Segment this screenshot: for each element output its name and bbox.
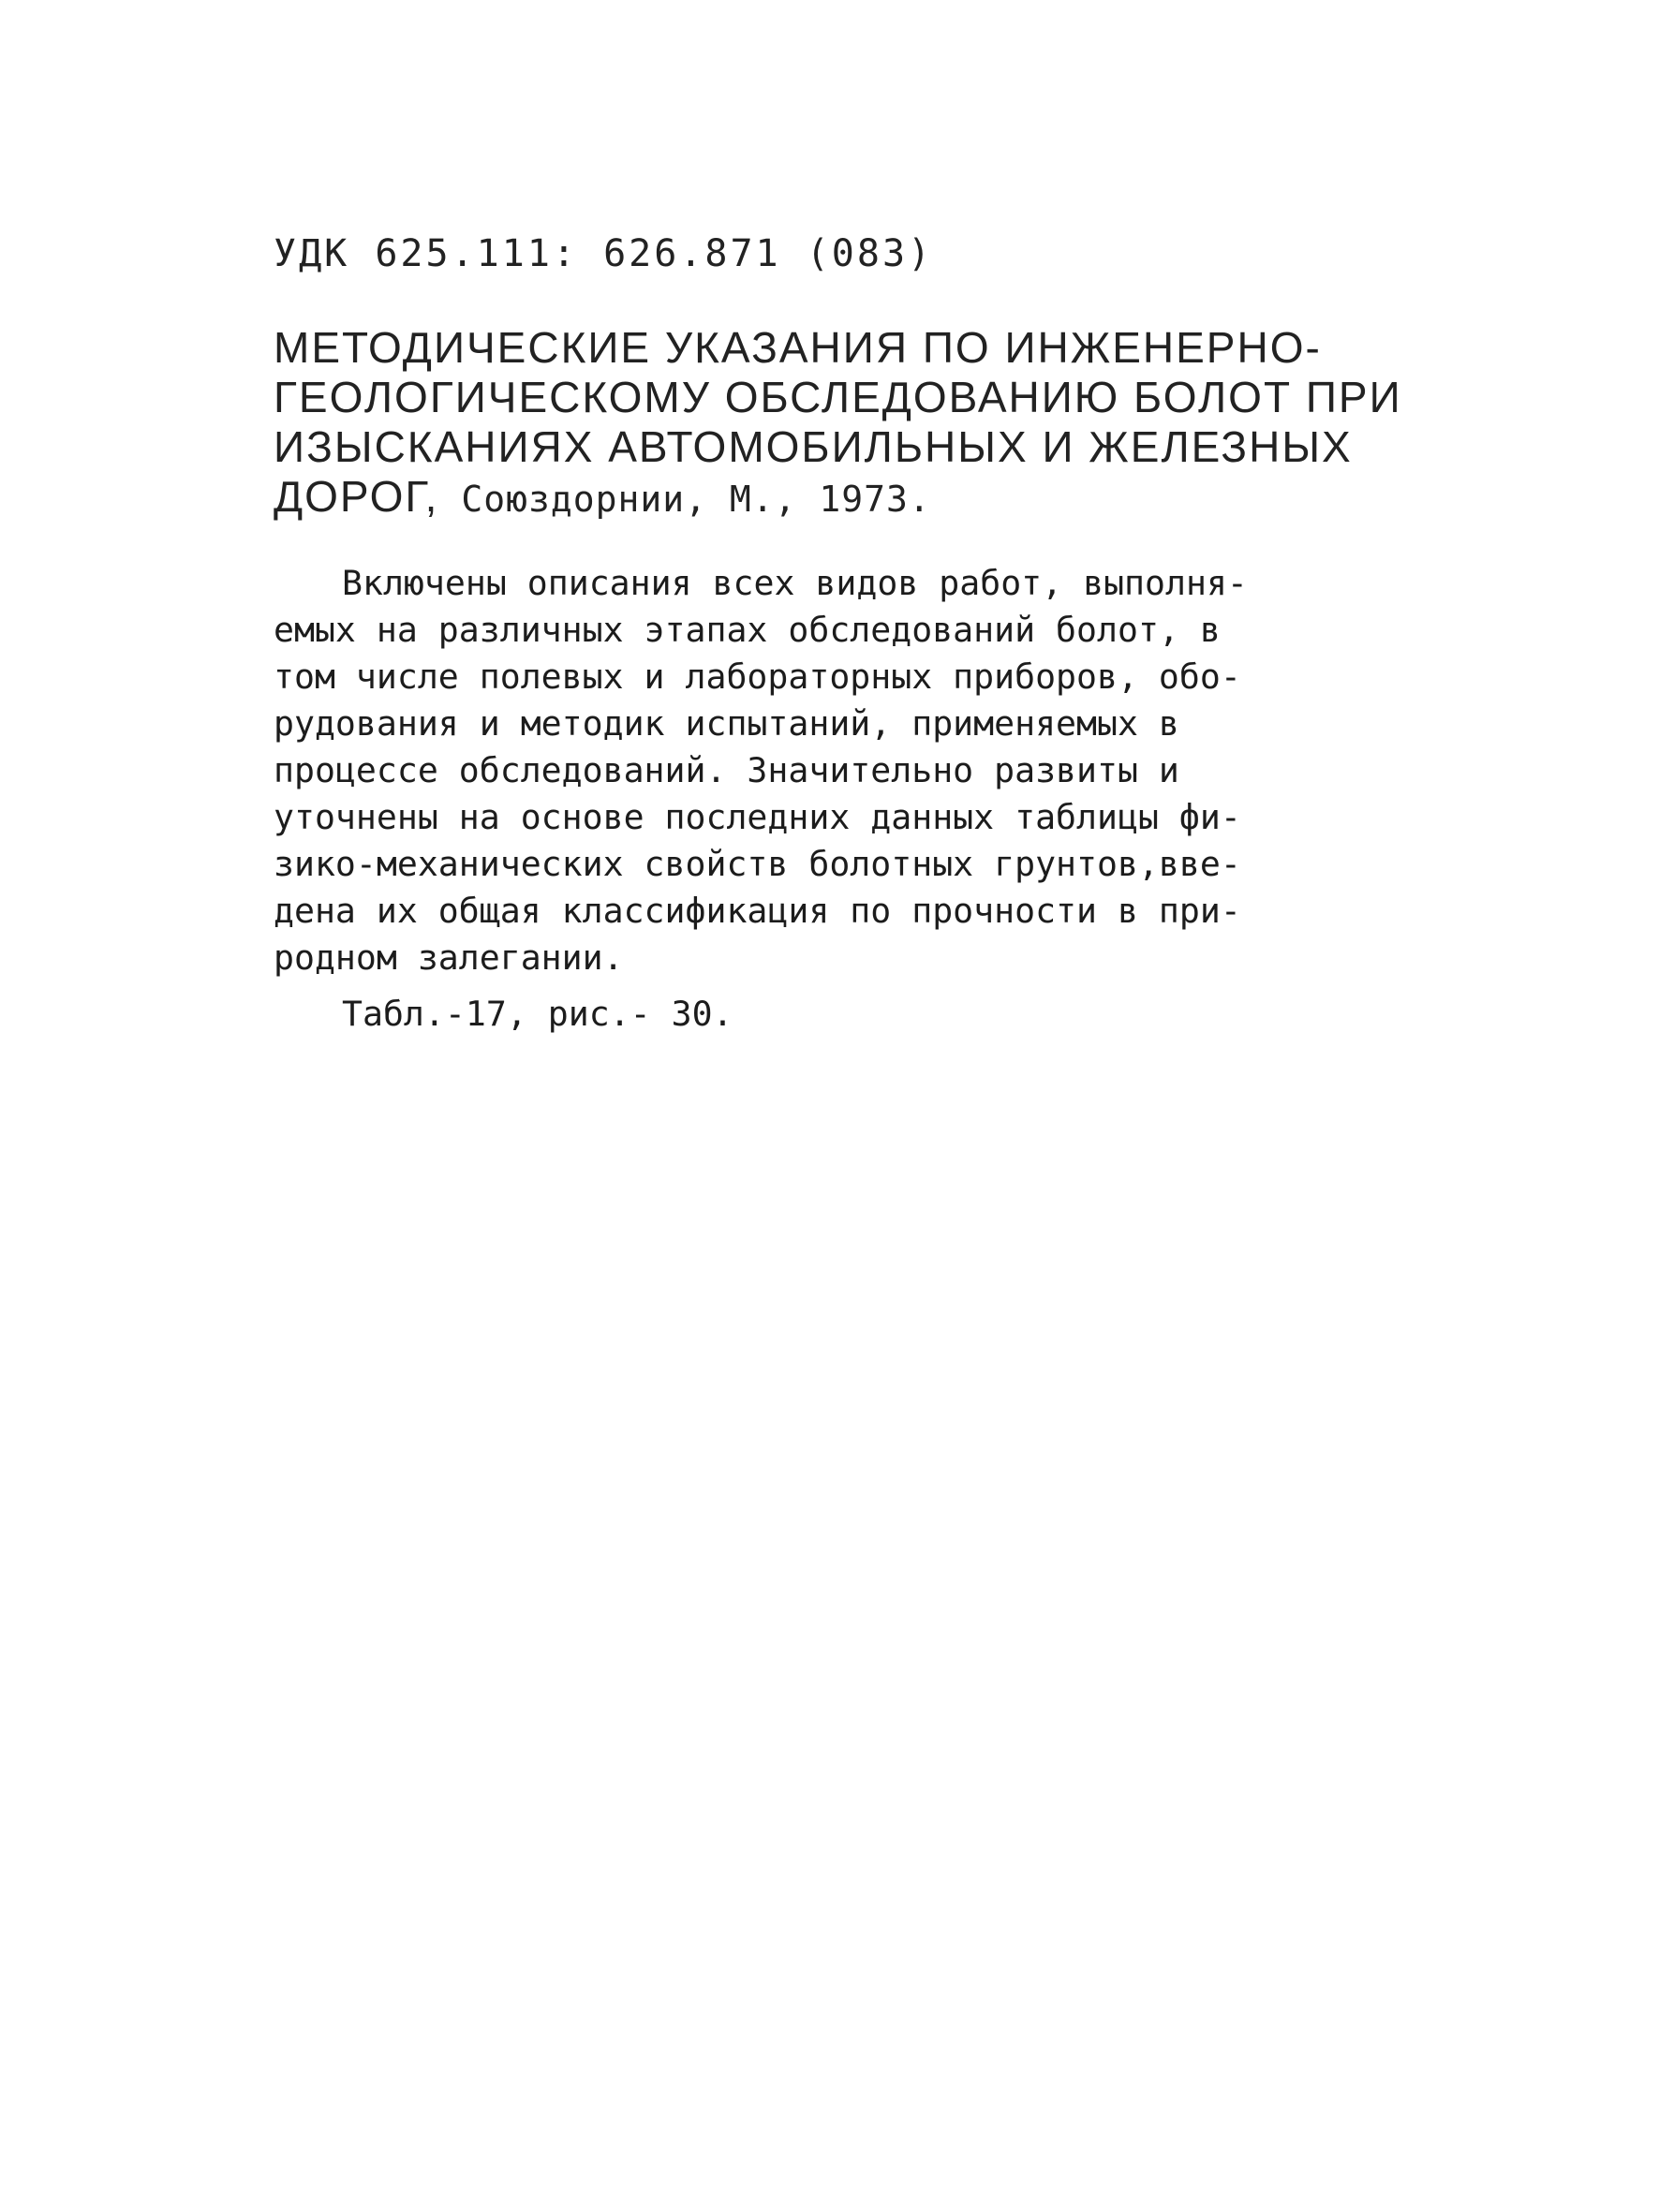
abstract-line: дена их общая классификация по прочности в при-: [274, 891, 1241, 931]
title-line: ИЗЫСКАНИЯХ АВТОМОБИЛЬНЫХ И ЖЕЛЕЗНЫХ: [274, 422, 1353, 471]
abstract-line: родном залегании.: [274, 937, 624, 978]
bibliographic-title: [274, 323, 1402, 524]
title-last-word: ДОРОГ,: [274, 472, 439, 521]
publisher-and-year: Союздорнии, М., 1973.: [438, 479, 931, 520]
abstract-line: рудования и методик испытаний, применяемых в: [274, 703, 1179, 744]
abstract-line: уточнены на основе последних данных таблицы фи-: [274, 797, 1241, 837]
title-line-publication: [274, 472, 1398, 524]
abstract-line: Включены описания всех видов работ, выполня-: [342, 563, 1248, 603]
abstract-paragraph: [274, 560, 1398, 981]
udc-code: УДК 625.111: 626.871 (083): [274, 232, 934, 275]
title-line: МЕТОДИЧЕСКИЕ УКАЗАНИЯ ПО ИНЖЕНЕРНО-: [274, 323, 1322, 372]
abstract-line: емых на различных этапах обследований болот, в: [274, 610, 1221, 650]
tables-figures-count: Табл.-17, рис.- 30.: [342, 994, 733, 1034]
abstract-line: том числе полевых и лабораторных приборов, обо-: [274, 656, 1241, 697]
abstract-line: зико-механических свойств болотных грунтов,вве-: [274, 844, 1241, 884]
abstract-line: процессе обследований. Значительно развиты и: [274, 750, 1179, 790]
title-line: ГЕОЛОГИЧЕСКОМУ ОБСЛЕДОВАНИЮ БОЛОТ ПРИ: [274, 373, 1402, 421]
